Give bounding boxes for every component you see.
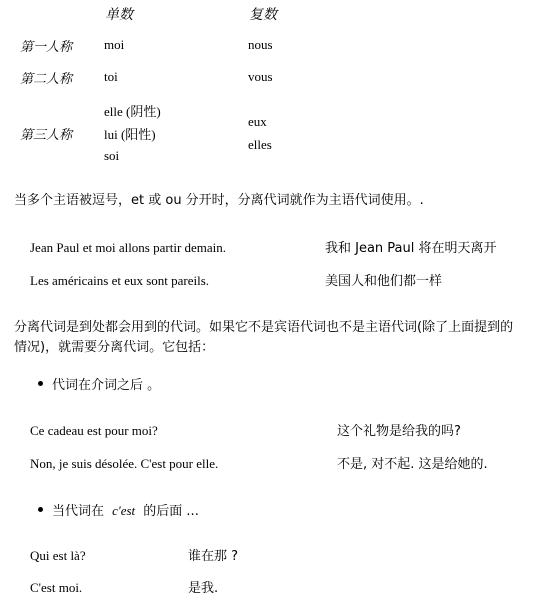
example-french: Qui est là? bbox=[30, 548, 86, 563]
bullet-text-before: 当代词在 bbox=[52, 504, 105, 519]
bullet-dot bbox=[38, 381, 43, 386]
row-singular-value: elle (阴性) bbox=[104, 104, 161, 119]
example-chinese: 美国人和他们都一样 bbox=[325, 274, 443, 289]
row-person-label: 第一人称 bbox=[20, 39, 73, 54]
example-chinese: 不是, 对不起. 这是给她的. bbox=[337, 457, 488, 472]
example-french: Jean Paul et moi allons partir demain. bbox=[30, 240, 227, 255]
row-person-label: 第三人称 bbox=[20, 127, 73, 142]
example-chinese: 这个礼物是给我的吗? bbox=[337, 424, 461, 439]
row-singular-value: moi bbox=[104, 37, 125, 52]
example-french: Les américains et eux sont pareils. bbox=[30, 273, 210, 288]
header-singular: 单数 bbox=[105, 8, 133, 23]
example-french: Non, je suis désolée. C'est pour elle. bbox=[30, 456, 219, 471]
bullet-text: 代词在介词之后 。 bbox=[52, 378, 161, 393]
header-plural: 复数 bbox=[249, 8, 277, 23]
row-singular-value: soi bbox=[104, 148, 120, 163]
example-french: Ce cadeau est pour moi? bbox=[30, 423, 158, 438]
row-person-label: 第二人称 bbox=[20, 71, 73, 86]
bullet-term: c'est bbox=[112, 503, 136, 518]
example-chinese: 是我. bbox=[188, 581, 219, 596]
row-plural-value: elles bbox=[248, 137, 272, 152]
row-plural-value: eux bbox=[248, 114, 267, 129]
bullet-dot bbox=[38, 507, 43, 512]
row-singular-value: lui (阳性) bbox=[104, 127, 156, 142]
row-singular-value: toi bbox=[104, 69, 118, 84]
row-plural-value: vous bbox=[248, 69, 273, 84]
intro-paragraph: 当多个主语被逗号，et 或 ou 分开时，分离代词就作为主语代词使用。. bbox=[14, 193, 424, 208]
example-french: C'est moi. bbox=[30, 580, 83, 595]
usage-paragraph: 分离代词是到处都会用到的代词。如果它不是宾语代词也不是主语代词(除了上面提到的情况)，就需要分离代词。它包括： bbox=[14, 320, 514, 355]
bullet-text bbox=[52, 500, 199, 519]
row-plural-value: nous bbox=[248, 37, 273, 52]
example-chinese: 谁在那 ? bbox=[188, 549, 239, 564]
example-chinese: 我和 Jean Paul 将在明天离开 bbox=[325, 241, 497, 256]
bullet-text-after: 的后面 ... bbox=[143, 504, 199, 519]
